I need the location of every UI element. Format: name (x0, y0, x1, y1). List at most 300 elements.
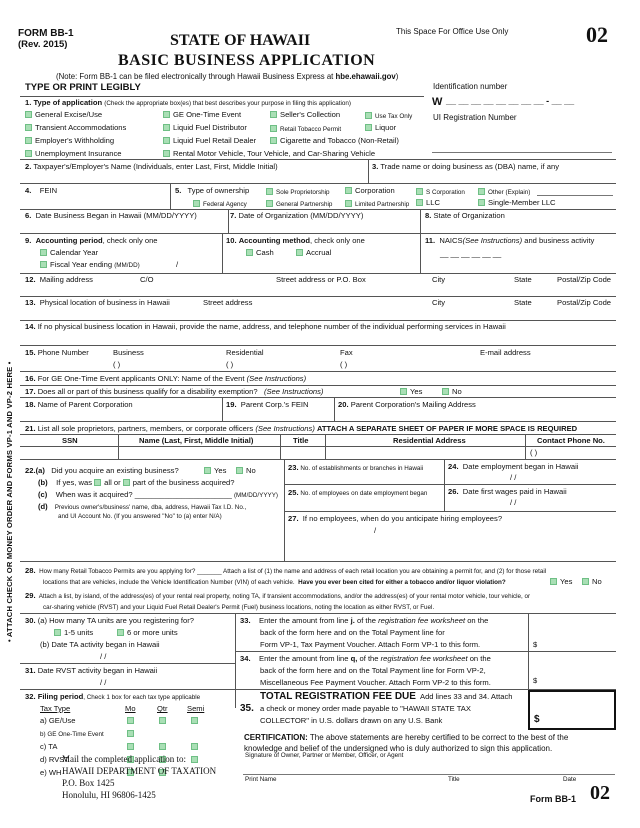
q22a-no[interactable] (236, 467, 256, 476)
note-end: ) (395, 72, 399, 81)
q1-sellers-collection[interactable] (270, 111, 340, 120)
q4-text: FEIN (39, 186, 58, 195)
col-address: Residential Address (393, 436, 466, 445)
option-label: Yes (410, 387, 423, 396)
rule (20, 561, 616, 562)
q17-yes[interactable] (400, 388, 422, 397)
q1-unemployment[interactable] (25, 150, 122, 159)
q22d-text1: Previous owner's/business' name, dba, address, Hawaii Tax I.D. No., (54, 504, 247, 511)
mail-line2: HAWAII DEPARTMENT OF TAXATION (62, 766, 217, 776)
q34-t1: Enter the amount from line (259, 654, 349, 663)
rule (20, 371, 616, 372)
q33-line1 (240, 617, 488, 626)
rule (284, 459, 285, 561)
q21-bold: ATTACH A SEPARATE SHEET OF PAPER IF MORE SPACE IS REQUIRED (316, 424, 578, 433)
rule (20, 689, 235, 690)
q34-num: 34. (240, 654, 251, 663)
q31-date-field[interactable]: / / (100, 678, 107, 687)
filing-row-ta: c) TA (40, 742, 58, 751)
checkbox[interactable] (550, 578, 557, 585)
officer-phone-field[interactable]: ( ) (530, 448, 538, 457)
checkbox[interactable] (416, 188, 423, 195)
checkbox[interactable] (400, 388, 407, 395)
q5-ltd-partnership[interactable] (345, 200, 409, 208)
q10-accrual[interactable] (296, 249, 331, 258)
q1-ge-one-time[interactable] (163, 111, 241, 120)
q10-label (226, 237, 365, 246)
rule (228, 209, 229, 233)
checkbox[interactable] (40, 261, 47, 268)
option-label: S Corporation (426, 189, 465, 196)
q16-num: 16. (25, 374, 36, 383)
checkbox[interactable] (25, 137, 32, 144)
filing-row-ge-onetime: b) GE One-Time Event (40, 731, 104, 738)
q22b-text3: part of the business acquired? (132, 478, 235, 487)
mail-line1: Mail the completed application to: (62, 754, 186, 764)
q21-label (25, 425, 577, 434)
checkbox[interactable] (345, 200, 352, 207)
rule (20, 613, 616, 614)
q5-s-corp[interactable] (416, 188, 465, 196)
rule (284, 511, 616, 512)
q5-other[interactable] (478, 188, 530, 196)
q28-no[interactable] (582, 578, 602, 587)
mmdd-hint: (MM/DD) (114, 262, 140, 269)
q22a-text: Did you acquire an existing business? (51, 466, 179, 475)
q1-liquid-fuel-retail[interactable] (163, 137, 256, 146)
q16-text: For GE One-Time Event applicants ONLY: Name of the Event (37, 374, 245, 383)
q7-num: 7. (230, 211, 237, 220)
q26-label (448, 488, 567, 497)
q1-cigarette[interactable] (270, 137, 399, 146)
q21-num: 21. (25, 424, 36, 433)
rule (420, 233, 421, 273)
q25-text: No. of employees on date employment began (300, 490, 428, 497)
certification-t1: The above statements are hereby certified to be correct to the best of the (309, 733, 569, 742)
option-label: Transient Accommodations (35, 123, 127, 132)
rule (20, 183, 616, 184)
col-name: Name (Last, First, Middle Initial) (139, 436, 254, 445)
ui-registration-line[interactable] (432, 152, 612, 153)
q33-amount-field[interactable]: $ (533, 640, 538, 649)
page-number: 02 (586, 22, 608, 47)
checkbox[interactable] (40, 249, 47, 256)
q7-text: Date of Organization (MM/DD/YYYY) (238, 211, 364, 220)
q11-label (425, 237, 594, 246)
q30a (25, 617, 194, 626)
option-label: Accrual (306, 248, 332, 257)
q17-no[interactable] (442, 388, 462, 397)
q15-fax: Fax (340, 348, 353, 357)
semi-checkbox[interactable] (191, 717, 201, 726)
q29-line2: car-sharing vehicle (RVST) and your Liquid Fuel Retail Dealer's Permit (Fuel) business locations, noting the location as either RVST, or Fuel. (43, 604, 435, 611)
q1-rental-vehicle[interactable] (163, 150, 375, 159)
mail-line4: Honolulu, HI 96806-1425 (62, 790, 156, 800)
q23-label (288, 464, 423, 473)
q2-num: 2. (25, 162, 32, 171)
q22a-yes[interactable] (204, 467, 226, 476)
q35-num: 35. (240, 703, 254, 714)
col-mo: Mo (125, 704, 136, 713)
col-qtr: Qtr (157, 704, 168, 713)
option-label: Liquid Fuel Distributor (173, 123, 247, 132)
option-label: LLC (426, 198, 440, 207)
rule (420, 209, 421, 233)
q35-line2: a check or money order made payable to "HAWAII STATE TAX (260, 704, 471, 713)
q13-text: Physical location of business in Hawaii (39, 298, 170, 307)
rule (20, 209, 616, 210)
checkbox[interactable] (478, 188, 485, 195)
q34-line3: Miscellaneous Fee Payment Voucher. Attach Form VP-2 to this form. (260, 678, 491, 687)
q35-add-lines: Add lines 33 and 34. Attach (420, 692, 513, 701)
option-label: Unemployment Insurance (35, 149, 122, 158)
q10-cash[interactable] (246, 249, 274, 258)
rule (222, 397, 223, 421)
q1-heading (25, 99, 351, 108)
q8-num: 8. (425, 211, 432, 220)
q17-italic: (See Instructions) (263, 387, 324, 396)
q22b-lbl: (b) (38, 478, 48, 487)
q31-label (25, 667, 157, 676)
mail-line3: P.O. Box 1425 (62, 778, 115, 788)
q18-num: 18. (25, 400, 36, 409)
checkbox[interactable] (25, 111, 32, 118)
q28-text2a: locations that are vehicles, include the Vehicle Identification Number (VIN) of each vehicle. (43, 579, 295, 586)
q20-num: 20. (338, 400, 349, 409)
q32-num: 32. (25, 692, 36, 701)
q3-num: 3. (372, 162, 379, 171)
q13-zip: Postal/Zip Code (557, 298, 612, 307)
q30-num: 30. (25, 616, 36, 625)
mo-checkbox[interactable] (127, 730, 137, 739)
q28-line1 (25, 567, 546, 576)
q26-num: 26. (448, 487, 459, 496)
q9-calendar[interactable] (40, 249, 98, 258)
total-fee-box[interactable] (528, 690, 616, 730)
option-label: No (452, 387, 462, 396)
checkbox[interactable] (236, 467, 243, 474)
q28-text1: How many Retail Tobacco Permits are you applying for? _______ Attach a list of (1) the name and address of each retail location you are obtaining a permit for, and (2) for those retail (39, 568, 547, 575)
q24-num: 24. (448, 462, 459, 471)
q30-opt1[interactable] (54, 629, 93, 638)
q19-num: 19. (226, 400, 237, 409)
checkbox[interactable] (54, 629, 61, 636)
q27-text: If no employees, when do you anticipate hiring employees? (302, 514, 503, 523)
q12-street: Street address or P.O. Box (276, 275, 366, 284)
q29-num: 29. (25, 591, 36, 600)
checkbox[interactable] (204, 467, 211, 474)
q24-text: Date employment began in Hawaii (462, 462, 579, 471)
checkbox[interactable] (365, 112, 372, 119)
fax-field[interactable]: ( ) (340, 360, 348, 369)
q8-text: State of Organization (433, 211, 505, 220)
semi-checkbox[interactable] (191, 743, 201, 752)
q18-text: Name of Parent Corporation (37, 400, 133, 409)
option-label: Retail Tobacco Permit (280, 126, 342, 133)
q34-amount-field[interactable]: $ (533, 676, 538, 685)
q30-opt2[interactable] (117, 629, 178, 638)
q29-text1: Attach a list, by island, of the address(es) of your rental real property, noting TA, if transient accommodations, and/or the address(es) of your rental motor vehicle, tour vehicle, or (38, 593, 531, 600)
q1-general-excise[interactable] (25, 111, 102, 120)
q34-t1d: registration fee worksheet (380, 654, 468, 663)
q5-sole-prop[interactable] (266, 188, 330, 196)
certification-line2: knowledge and belief of the undersigned who is duly authorized to sign this application. (244, 744, 553, 753)
q11-end: and business activity (524, 236, 595, 245)
option-label: Federal Agency (203, 201, 247, 208)
q33-t1c: of the (356, 616, 376, 625)
checkbox[interactable] (345, 187, 352, 194)
checkbox[interactable] (246, 249, 253, 256)
option-label: Employer's Withholding (35, 136, 115, 145)
q35-title: TOTAL REGISTRATION FEE DUE (260, 691, 416, 702)
certification-line1 (244, 733, 568, 742)
option-label: Liquor (375, 123, 397, 132)
q32-label (25, 693, 200, 702)
q33-line3: Form VP-1, Tax Payment Voucher. Attach Form VP-1 to this form. (260, 640, 481, 649)
naics-field[interactable]: __ __ __ __ __ __ (440, 249, 502, 258)
form-id: FORM BB-1 (18, 28, 74, 39)
q10-num: 10. (226, 236, 237, 245)
date-label: Date (563, 776, 577, 783)
q22c-field[interactable]: _______________________ (134, 490, 232, 499)
q15-text: Phone Number (37, 348, 89, 357)
q1-use-tax-only[interactable] (365, 112, 412, 120)
option-label: No (246, 466, 256, 475)
q28-text2b: Have you ever been cited for either a tobacco and/or liquor violation? (298, 579, 506, 586)
checkbox[interactable] (270, 125, 277, 132)
q22d-lbl: (d) (38, 502, 48, 511)
checkbox[interactable] (442, 388, 449, 395)
q1-employers-withholding[interactable] (25, 137, 114, 146)
q28-num: 28. (25, 566, 36, 575)
option-label: GE One-Time Event (173, 110, 242, 119)
q26-text: Date first wages paid in Hawaii (462, 487, 567, 496)
q12-text: Mailing address (39, 275, 93, 284)
q31-num: 31. (25, 666, 36, 675)
q5-federal[interactable] (193, 200, 247, 208)
mo-checkbox[interactable] (127, 717, 137, 726)
q6-num: 6. (25, 211, 32, 220)
q3-text: Trade name or doing business as (DBA) name, if any (380, 162, 560, 171)
q1-retail-tobacco[interactable] (270, 125, 341, 133)
q9-label (25, 237, 158, 246)
q18-label (25, 401, 133, 410)
q33-t1e: on the (467, 616, 489, 625)
q22b-text1: If yes, was (56, 478, 93, 487)
q5-label (175, 187, 249, 196)
option-label: General Excise/Use (35, 110, 103, 119)
option-label: No (592, 577, 602, 586)
q24-date-field[interactable]: / / (510, 473, 517, 482)
q29-line1 (25, 592, 530, 601)
q12-label (25, 276, 93, 285)
col-tax-type: Tax Type (40, 704, 71, 713)
checkbox[interactable] (416, 199, 423, 206)
q13-num: 13. (25, 298, 36, 307)
rule (284, 484, 616, 485)
option-label: Cigarette and Tobacco (Non-Retail) (280, 136, 399, 145)
q14-num: 14. (25, 322, 36, 331)
q1-liquor[interactable] (365, 124, 396, 133)
checkbox[interactable] (163, 150, 170, 157)
q5-num: 5. (175, 186, 182, 195)
other-explain-line[interactable] (537, 195, 613, 196)
checkbox[interactable] (270, 137, 277, 144)
q11-num: 11. (425, 236, 436, 245)
q30b-date-field[interactable]: / / (100, 652, 107, 661)
option-label: Calendar Year (50, 248, 99, 257)
checkbox[interactable] (582, 578, 589, 585)
filing-row-ge: a) GE/Use (40, 716, 76, 725)
q26-date-field[interactable]: / / (510, 498, 517, 507)
q13-city: City (432, 298, 446, 307)
q5-single-llc[interactable] (478, 199, 556, 208)
q30b: (b) Date TA activity began in Hawaii (40, 640, 160, 649)
option-label: Yes (560, 577, 573, 586)
rule (20, 446, 616, 447)
q23-text: No. of establishments or branches in Hawaii (300, 465, 424, 472)
q21-text: List all sole proprietors, partners, members, or corporate officers (37, 424, 254, 433)
rule (20, 385, 616, 386)
q5-corporation[interactable] (345, 187, 395, 196)
q33-num: 33. (240, 616, 251, 625)
rule (20, 434, 616, 435)
checkbox[interactable] (25, 124, 32, 131)
col-phone: Contact Phone No. (537, 436, 605, 445)
form-title: BASIC BUSINESS APPLICATION (118, 52, 376, 69)
checkbox[interactable] (296, 249, 303, 256)
q9-fiscal[interactable] (40, 261, 140, 270)
q5-gen-partnership[interactable] (266, 200, 332, 208)
rule (20, 421, 616, 422)
option-label: Single-Member LLC (488, 198, 556, 207)
q34-line2: back of the form here and on the Total Payment line for Form VP-2, (260, 666, 486, 675)
q4-num: 4. (25, 186, 32, 195)
q12-co: C/O (140, 275, 154, 284)
q33-t1b: j. (350, 616, 355, 625)
q30a-text: (a) How many TA units are you registering for? (37, 616, 194, 625)
q3-label (372, 163, 559, 172)
rule (20, 96, 424, 97)
q8-label (425, 212, 505, 221)
option-label: 6 or more units (127, 628, 178, 637)
signature-label: Signature of Owner, Partner or Member, Officer, or Agent (245, 752, 404, 759)
id-number-field[interactable]: __ __ __ __ __ __ __ __ - __ __ (446, 96, 575, 106)
q28-yes[interactable] (550, 578, 572, 587)
q34-line1 (240, 655, 491, 664)
id-prefix: W (432, 96, 443, 108)
q6-text: Date Business Began in Hawaii (MM/DD/YYYY) (35, 211, 197, 220)
q9-num: 9. (25, 236, 32, 245)
signature-line[interactable] (243, 774, 615, 775)
rule (528, 651, 529, 689)
q33-line2: back of the form here and on the Total Payment line for (260, 628, 445, 637)
rule (20, 397, 616, 398)
mo-checkbox[interactable] (127, 743, 137, 752)
q17-num: 17. (25, 387, 36, 396)
q28-line2 (43, 579, 506, 586)
filing-row-rvst: d) RVST (40, 755, 69, 764)
q31-text: Date RVST activity began in Hawaii (37, 666, 158, 675)
checkbox[interactable] (117, 629, 124, 636)
q33-t1d: registration fee worksheet (378, 616, 466, 625)
semi-checkbox[interactable] (191, 756, 201, 765)
part-checkbox[interactable] (123, 479, 130, 486)
checkbox[interactable] (163, 124, 170, 131)
rule (334, 397, 335, 421)
option-label: Liquid Fuel Retail Dealer (173, 136, 257, 145)
option-label: Rental Motor Vehicle, Tour Vehicle, and Car-Sharing Vehicle (173, 149, 376, 158)
q27-slash: / (374, 526, 377, 535)
certification-title: CERTIFICATION: (244, 733, 308, 742)
q11-text: NAICS (439, 236, 463, 245)
business-phone-field[interactable]: ( ) (113, 360, 121, 369)
q34-t1b: q, (350, 654, 358, 663)
option-label: Fiscal Year ending (50, 260, 113, 269)
rule (20, 320, 616, 321)
q1-num: 1. (25, 98, 32, 107)
rule (20, 345, 616, 346)
option-label: Limited Partnership (355, 201, 410, 208)
q16-italic: (See Instructions) (246, 374, 307, 383)
q22c (38, 491, 278, 500)
q7-label (230, 212, 363, 221)
q20-text: Parent Corporation's Mailing Address (350, 400, 476, 409)
total-fee-dollar: $ (534, 714, 540, 725)
q6-label (25, 212, 197, 221)
q1-transient[interactable] (25, 124, 126, 133)
all-checkbox[interactable] (94, 479, 101, 486)
q15-business: Business (113, 348, 144, 357)
checkbox[interactable] (478, 199, 485, 206)
rule (20, 296, 616, 297)
q12-state: State (514, 275, 532, 284)
q19-text: Parent Corp.'s FEIN (240, 400, 309, 409)
checkbox[interactable] (270, 111, 277, 118)
checkbox[interactable] (25, 150, 32, 157)
checkbox[interactable] (163, 137, 170, 144)
qtr-checkbox[interactable] (159, 743, 169, 752)
option-label: 1-5 units (64, 628, 94, 637)
residential-phone-field[interactable]: ( ) (226, 360, 234, 369)
title-label: Title (448, 776, 460, 783)
option-label: Seller's Collection (280, 110, 341, 119)
note-url[interactable]: hbe.ehawaii.gov (335, 72, 396, 81)
q35-line3: COLLECTOR" in U.S. dollars drawn on any U.S. Bank (260, 716, 443, 725)
q22b (38, 479, 235, 488)
checkbox[interactable] (163, 111, 170, 118)
checkbox[interactable] (266, 188, 273, 195)
q25-label (288, 489, 427, 498)
electronic-note (56, 73, 398, 82)
q23-num: 23. (288, 463, 299, 472)
q4-label (25, 187, 57, 196)
rule (20, 663, 235, 664)
checkbox[interactable] (365, 124, 372, 131)
checkbox[interactable] (266, 200, 273, 207)
qtr-checkbox[interactable] (159, 717, 169, 726)
q9-text: , check only one (102, 236, 158, 245)
q22b-text2: all or (104, 478, 121, 487)
q5-llc[interactable] (416, 199, 440, 208)
q22d (38, 503, 246, 512)
checkbox[interactable] (193, 200, 200, 207)
q1-hint: (Check the appropriate box(es) that best describes your purpose in filing this application) (104, 100, 351, 107)
q1-liquid-fuel-distributor[interactable] (163, 124, 247, 133)
q5-text: Type of ownership (187, 186, 250, 195)
footer-page-number: 02 (590, 782, 610, 804)
q10-title: Accounting method (238, 236, 310, 245)
